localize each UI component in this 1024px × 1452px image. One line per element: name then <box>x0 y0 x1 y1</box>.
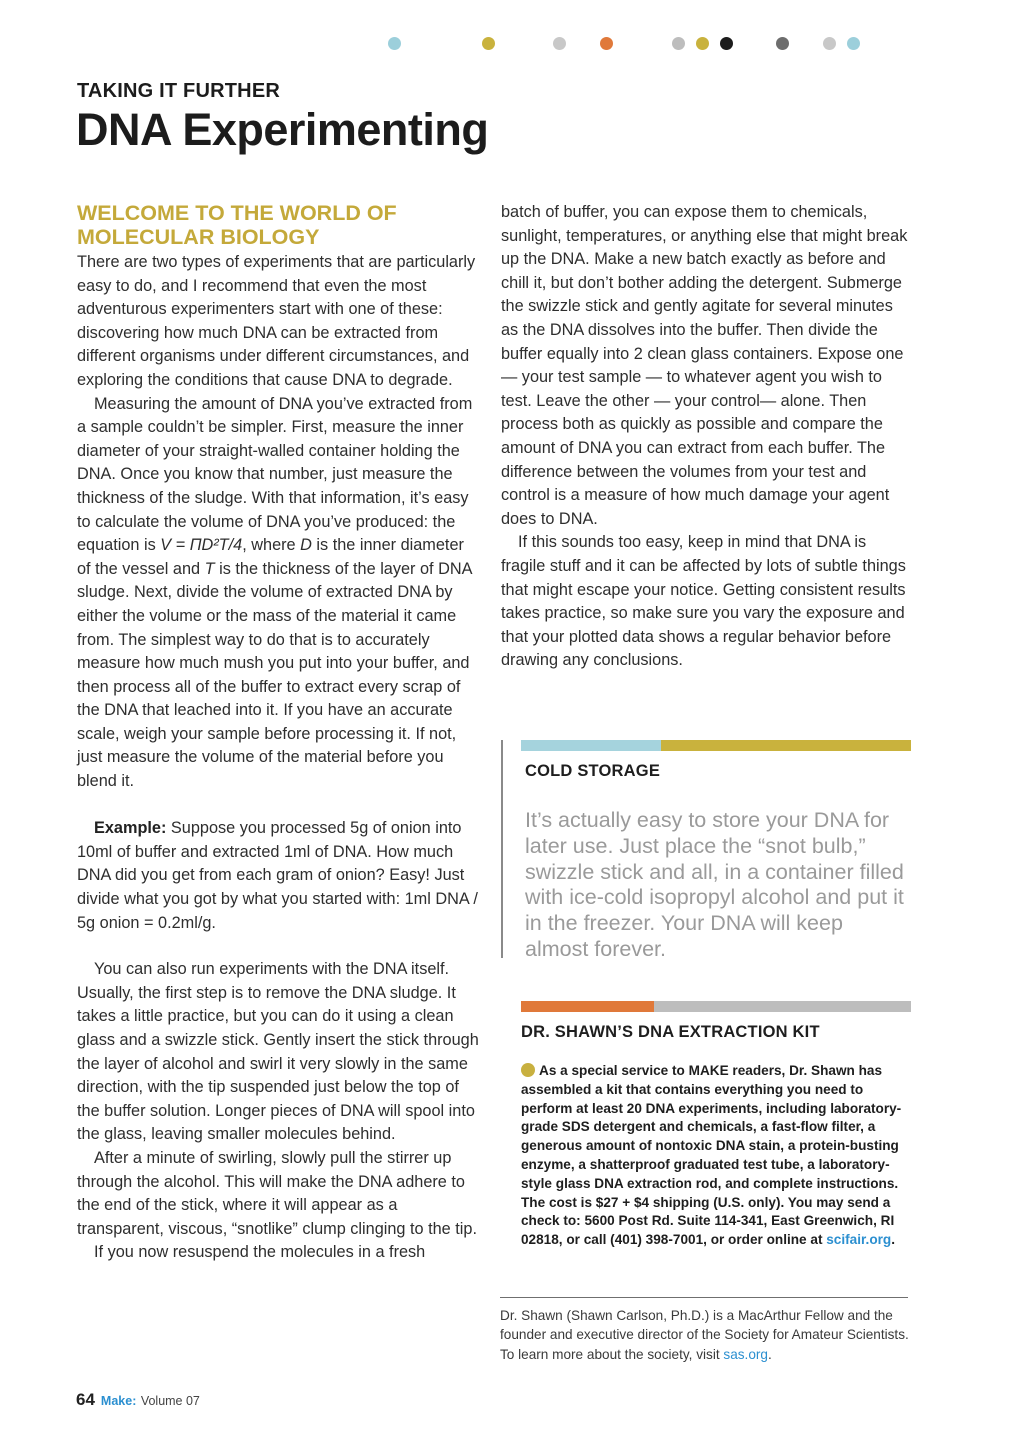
section-heading <box>77 201 479 249</box>
dot-2 <box>482 37 495 50</box>
page-footer <box>76 1390 200 1410</box>
dot-6 <box>696 37 709 50</box>
bullet-dot-icon <box>521 1063 535 1077</box>
paragraph-buffer-batch: batch of buffer, you can expose them to chemicals, sunlight, temperatures, or anything else that might break up the DNA. Make a new batch exactly as before and chill it, but don’t bother adding the detergent. Submerge the swizzle stick and gently agitate for several minutes as the DNA dissolves into the buffer. Then divide the buffer equally into 2 clean glass containers. Expose one — your test sample — to whatever agent you wish to test. Leave the other — your control— alone. Then process both as quickly as possible and compare the amount of DNA you can extract from each buffer. The difference between the volumes from your test and control is a measure of how much damage your agent does to DNA. <box>501 203 908 528</box>
volume-label: Volume 07 <box>140 1394 200 1408</box>
example-text: Suppose you processed 5g of onion into 10ml of buffer and extracted 1ml of DNA. How much DNA did you get from each gram of onion? Easy! Just divide what you got by what you started with: 1ml DNA / 5g onion = 0.2ml/g. <box>77 819 478 932</box>
author-bio <box>500 1306 912 1364</box>
paragraph-fragile: If this sounds too easy, keep in mind that DNA is fragile stuff and it can be affected by lots of subtle things that might escape your notice. Getting consistent results takes practice, so make sure you vary the exposure and that your plotted data shows a regular behavior before drawing any conclusions. <box>501 533 906 670</box>
section-kicker: TAKING IT FURTHER <box>77 80 281 102</box>
dot-7 <box>720 37 733 50</box>
kit-text-end: . <box>891 1232 896 1248</box>
decorative-dot-row <box>0 37 1024 53</box>
volume-formula: V = ΠD²T/4 <box>160 536 243 555</box>
dot-8 <box>776 37 789 50</box>
cold-storage-bar-right <box>661 740 911 751</box>
section-heading-line-1: WELCOME TO THE WORLD OF <box>77 201 397 225</box>
cold-storage-quote: It’s actually easy to store your DNA for later use. Just place the “snot bulb,” swizzle stick and all, in a container filled with ice-cold isopropyl alcohol and put it in the freezer. Your DNA will keep almost forever. <box>525 808 904 961</box>
bio-divider <box>500 1297 908 1298</box>
cold-storage-bar-left <box>521 740 661 751</box>
dot-1 <box>388 37 401 50</box>
paragraph-measuring-part-b: , where <box>242 536 301 555</box>
section-heading-line-2: MOLECULAR BIOLOGY <box>77 225 320 249</box>
kit-description <box>521 1062 913 1250</box>
paragraph-measuring <box>77 393 479 794</box>
paragraph-measuring-part-c: is the inner diameter of the vessel and <box>77 536 464 578</box>
kit-heading: DR. SHAWN’S DNA EXTRACTION KIT <box>521 1023 820 1041</box>
paragraph-resuspend: If you now resuspend the molecules in a fresh <box>94 1243 426 1262</box>
page-number: 64 <box>76 1390 95 1409</box>
paragraph-swirling: After a minute of swirling, slowly pull the stirrer up through the alcohol. This will make the DNA adhere to the end of the stick, where it will appear as a transparent, viscous, “snotlike” clump clinging to the tip. <box>77 1148 477 1238</box>
right-column <box>501 201 911 673</box>
dot-5 <box>672 37 685 50</box>
dot-3 <box>553 37 566 50</box>
cold-storage-heading: COLD STORAGE <box>525 762 661 780</box>
dot-10 <box>847 37 860 50</box>
kit-text: As a special service to MAKE readers, Dr. Shawn has assembled a kit that contains everything you need to perform at least 20 DNA experiments, including laboratory-grade SDS detergent and chemicals, a fast-flow filter, a generous amount of nontoxic DNA stain, a protein-busting enzyme, a shatterproof graduated test tube, a laboratory-style glass DNA extraction rod, and complete instructions. The cost is $27 + $4 shipping (U.S. only). You may send a check to: 5600 Post Rd. Suite 114-341, East Greenwich, RI 02818, or call (401) 398-7001, or order online at <box>521 1063 902 1248</box>
bio-text-end: . <box>767 1346 772 1362</box>
bio-text: Dr. Shawn (Shawn Carlson, Ph.D.) is a MacArthur Fellow and the founder and executive director of the Society for Amateur Scientists. To learn more about the society, visit <box>500 1308 909 1362</box>
sas-link[interactable]: sas.org <box>723 1346 768 1362</box>
paragraph-example <box>77 817 479 935</box>
kit-bar-right <box>654 1001 911 1012</box>
variable-d: D <box>300 536 312 555</box>
variable-t: T <box>204 559 215 578</box>
dot-4 <box>600 37 613 50</box>
dot-9 <box>823 37 836 50</box>
paragraph-measuring-part-a: Measuring the amount of DNA you’ve extracted from a sample couldn’t be simpler. First, measure the inner diameter of your straight-walled container holding the DNA. Once you know that number, just measure the thickness of the sludge. With that information, it’s easy to calculate the volume of DNA you’ve produced: the equation is <box>77 394 473 555</box>
paragraph-measuring-part-e: is the thickness of the layer of DNA sludge. Next, divide the volume of extracted DNA by either the volume or the mass of the material it came from. The simplest way to do that is to accurately measure how much mush you put into your buffer, and then process all of the buffer to extract every scrap of the DNA that leached into it. If you have an accurate scale, weigh your sample before processing it. If not, just measure the volume of the material before you blend it. <box>77 559 472 791</box>
cold-storage-rule <box>501 740 503 958</box>
page-title: DNA Experimenting <box>76 104 489 155</box>
kit-bar-left <box>521 1001 654 1012</box>
paragraph-dna-experiments: You can also run experiments with the DNA itself. Usually, the first step is to remove the DNA sludge. It takes a little practice, but you can do it using a clean glass and a swizzle stick. Gently insert the stick through the layer of alcohol and swirl it very slowly in the same direction, with the tip suspended just below the top of the buffer solution. Longer pieces of DNA will spool into the glass, leaving smaller molecules behind. <box>77 960 479 1144</box>
example-label: Example: <box>94 819 167 838</box>
left-column <box>77 201 479 1265</box>
magazine-name: Make: <box>100 1394 137 1408</box>
scifair-link[interactable]: scifair.org <box>826 1232 892 1248</box>
paragraph-intro: There are two types of experiments that are particularly easy to do, and I recommend that even the most adventurous experimenters start with one of these: discovering how much DNA can be extracted from different organisms under different circumstances, and exploring the conditions that cause DNA to degrade. <box>77 253 476 389</box>
